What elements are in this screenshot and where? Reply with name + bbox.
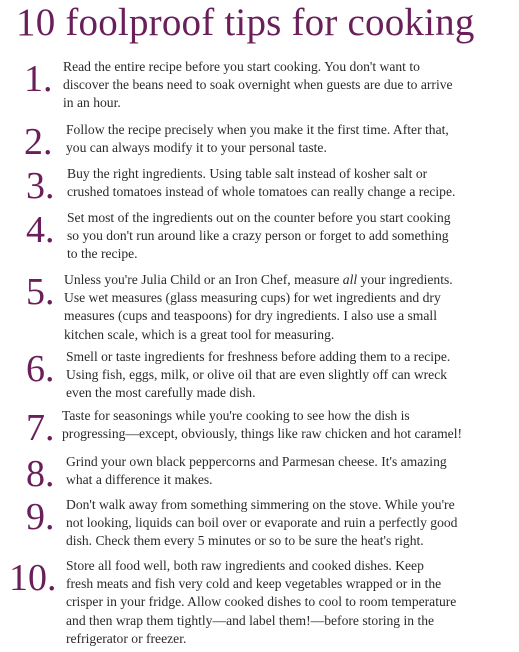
tip-text [66, 348, 450, 403]
tip-line: so you don't run around like a crazy person or forget to add something [67, 228, 449, 244]
tip-line: Smell or taste ingredients for freshness before adding them to a recipe. [66, 349, 451, 364]
tip-number: 1. [24, 58, 53, 100]
tip-text [67, 209, 451, 264]
tip-line: progressing—except, obviously, things like raw chicken and hot caramel! [62, 426, 463, 442]
tip-line: Follow the recipe precisely when you make it the first time. After that, [66, 122, 449, 137]
tip-line: Use wet measures (glass measuring cups) for wet ingredients and dry [64, 290, 441, 306]
tip-line: refrigerator or freezer. [66, 630, 187, 646]
tip-line: fresh meats and fish very cold and keep vegetables wrapped or in the [66, 576, 442, 592]
tip-line: Store all food well, both raw ingredients and cooked dishes. Keep [66, 558, 424, 573]
tip-line: measures (cups and teaspoons) for dry ingredients. I also use a small [64, 308, 437, 324]
tip-line: you can always modify it to your personal taste. [66, 140, 327, 156]
tip-text [62, 407, 462, 443]
tip-text [66, 496, 457, 551]
tip-number: 10. [9, 557, 57, 599]
tip-line: not looking, liquids can boil over or evaporate and ruin a perfectly good [66, 515, 458, 531]
tip-number: 9. [26, 496, 55, 538]
tip-number: 7. [26, 407, 55, 449]
tip-line [64, 271, 453, 289]
tip-line: Set most of the ingredients out on the counter before you start cooking [67, 210, 451, 225]
tip-line-end: your ingredients. [357, 272, 453, 287]
tip-text [66, 557, 456, 648]
tip-line: and then wrap them tightly—and label them!—before storing in the [66, 612, 435, 628]
tip-line-start: Unless you're Julia Child or an Iron Chef, measure [64, 272, 343, 287]
tip-text [67, 165, 455, 201]
tip-text [66, 121, 449, 157]
tip-line: crushed tomatoes instead of whole tomatoes can really change a recipe. [67, 184, 456, 200]
tip-line: what a difference it makes. [66, 472, 213, 488]
tip-number: 8. [26, 453, 55, 495]
tip-text [66, 453, 447, 489]
tip-line: dish. Check them every 5 minutes or so to be sure the heat's right. [66, 533, 424, 549]
page-title: 10 foolproof tips for cooking [16, 1, 475, 44]
tip-line: Don't walk away from something simmering on the stove. While you're [66, 497, 455, 512]
tip-number: 4. [26, 209, 55, 251]
tip-line: to the recipe. [67, 246, 138, 262]
tip-line: discover the beans need to soak overnight when guests are due to arrive [63, 77, 453, 93]
tip-line: crisper in your fridge. Allow cooked dishes to cool to room temperature [66, 594, 457, 610]
tip-text [64, 271, 453, 344]
tip-line: Using fish, eggs, milk, or olive oil that are even slightly off can wreck [66, 367, 448, 383]
emphasis-all: all [342, 272, 358, 287]
tip-number: 3. [26, 165, 55, 207]
tip-line: Read the entire recipe before you start cooking. You don't want to [63, 59, 420, 74]
tip-line: Taste for seasonings while you're cooking to see how the dish is [62, 408, 410, 423]
tip-line: Grind your own black peppercorns and Parmesan cheese. It's amazing [66, 454, 447, 469]
tip-line: even the most carefully made dish. [66, 385, 256, 401]
tip-text [63, 58, 453, 113]
tip-number: 2. [24, 121, 53, 163]
tip-number: 6. [26, 348, 55, 390]
tip-line: kitchen scale, which is a great tool for measuring. [64, 326, 335, 342]
tip-line: in an hour. [63, 95, 121, 111]
tip-line: Buy the right ingredients. Using table salt instead of kosher salt or [67, 166, 428, 181]
tip-number: 5. [26, 271, 55, 313]
